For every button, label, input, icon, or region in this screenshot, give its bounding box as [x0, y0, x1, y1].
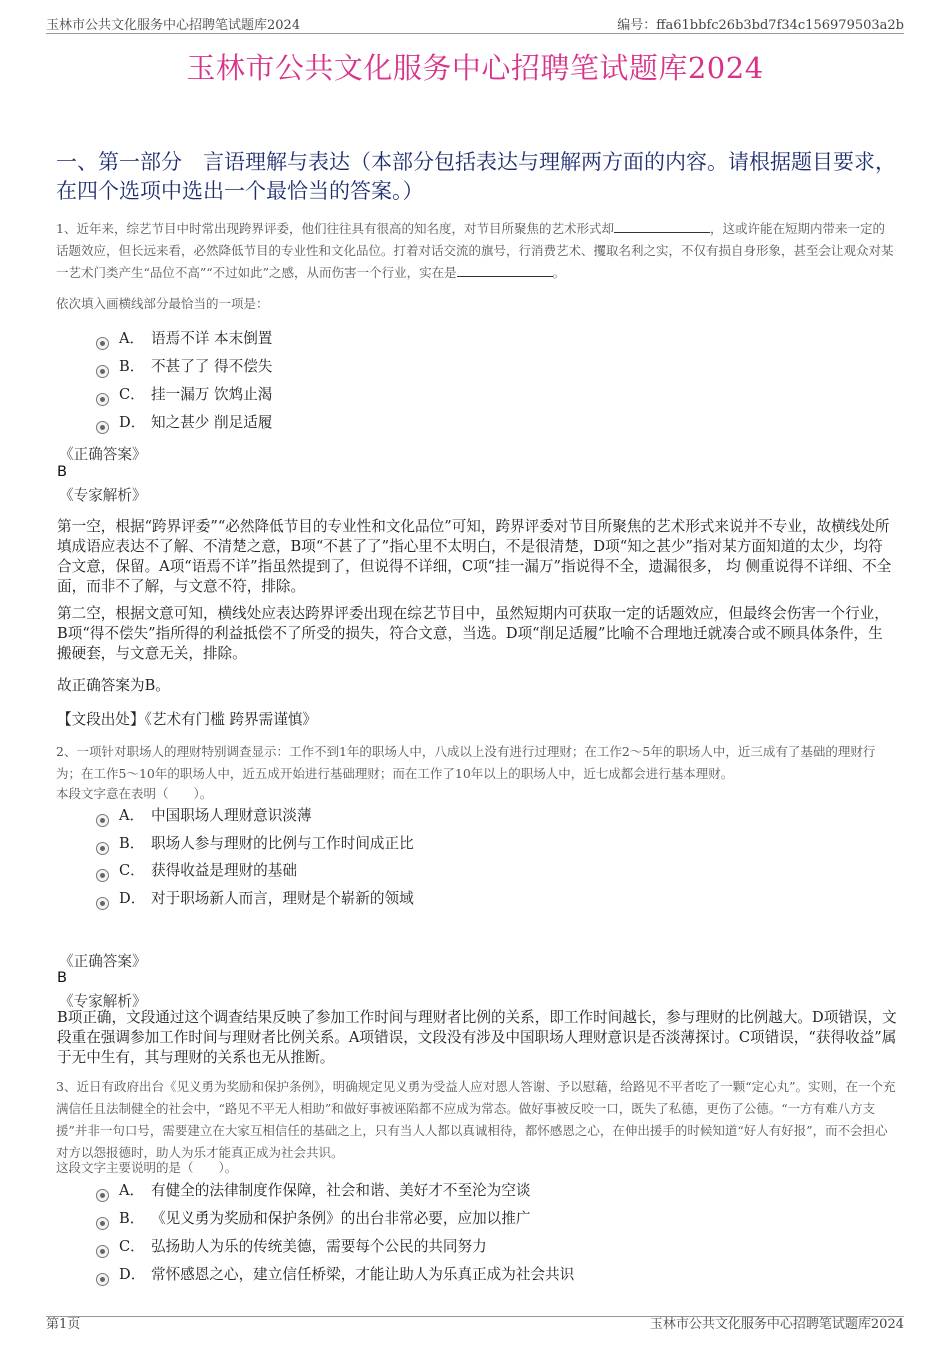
q2-option-d[interactable]: D． 对于职场新人而言，理财是个崭新的领域 — [96, 888, 414, 910]
q1-conclusion: 故正确答案为B。 — [57, 677, 170, 694]
q3-option-c[interactable]: C． 弘扬助人为乐的传统美德，需要每个公民的共同努力 — [96, 1236, 487, 1258]
radio-icon[interactable] — [96, 1245, 109, 1258]
radio-icon[interactable] — [96, 421, 109, 434]
q1-analysis-2: 第二空，根据文意可知，横线处应表达跨界评委出现在综艺节目中，虽然短期内可获取一定的话题效应，但最终会伤害一个行业，B项“得不偿失”指所得的利益抵偿不了所受的损失，符合文意，当选。D项“削足适履”比喻不合理地迁就凑合或不顾具体条件，生搬硬套，与文意无关，排除。 — [57, 605, 889, 662]
radio-icon[interactable] — [96, 365, 109, 378]
question-3-text: 3、近日有政府出台《见义勇为奖励和保护条例》，明确规定见义勇为受益人应对恩人答谢、予以慰藉，给路见不平者吃了一颗“定心丸”。实则，在一个充满信任且法制健全的社会中，“路见不平无人相助”和做好事被诬陷都不应成为常态。做好事被反咬一口，既失了私德，更伤了公德。“一方有难八方支援”并非一句口号，需要建立在大家互相信任的基础之上，只有当人人都以真诚相待，都怀感恩之心，在伸出援手的时候知道“好人有好报”，而不会担心对方以怨报德时，助人为乐才能真正成为社会共识。 — [56, 1079, 896, 1160]
radio-icon[interactable] — [96, 393, 109, 406]
q1-option-c[interactable]: C． 挂一漏万 饮鸩止渴 — [96, 384, 272, 406]
q1-analysis-label: 《专家解析》 — [59, 487, 147, 504]
q1-option-b[interactable]: B． 不甚了了 得不偿失 — [96, 356, 272, 378]
question-1-prompt: 依次填入画横线部分最恰当的一项是： — [56, 296, 269, 311]
radio-icon[interactable] — [96, 1273, 109, 1286]
q1-analysis-1: 第一空，根据“跨界评委”“必然降低节目的专业性和文化品位”可知，跨界评委对节目所聚焦的艺术形式来说并不专业，故横线处所填成语应表达不了解、不清楚之意，B项“不甚了了”指心里不太明白，不是很清楚，D项“知之甚少”指对某方面知道的太少，均符合文意，保留。A项“语焉不详”指虽然提到了，但说得不详细，C项“挂一漏万”指说得不全，遗漏很多， 均 侧重说得不详细、不全面，而非不了解，与文意不符，排除。 — [57, 518, 892, 595]
blank-1 — [614, 220, 710, 233]
q2-analysis: B项正确，文段通过这个调查结果反映了参加工作时间与理财者比例的关系，即工作时间越长，参与理财的比例越大。D项错误，文段重在强调参加工作时间与理财者比例关系。A项错误，文段没有涉及中国职场人理财意识是否淡薄探讨。C项错误，“获得收益”属于无中生有，其与理财的关系也无从推断。 — [57, 1009, 897, 1066]
page-title: 玉林市公共文化服务中心招聘笔试题库2024 — [186, 51, 764, 85]
question-2-text: 2、一项针对职场人的理财特别调查显示：工作不到1年的职场人中，八成以上没有进行过理财；在工作2～5年的职场人中，近三成有了基础的理财行为；在工作5～10年的职场人中，近五成开始进行基础理财；而在工作了10年以上的职场人中，近七成都会进行基本理财。 — [56, 744, 876, 781]
question-3-prompt: 这段文字主要说明的是（ ）。 — [56, 1160, 238, 1175]
q1-source: 【文段出处】《艺术有门槛 跨界需谨慎》 — [57, 711, 318, 728]
section-heading: 一、第一部分 言语理解与表达（本部分包括表达与理解两方面的内容。请根据题目要求，在四个选项中选出一个最恰当的答案。） — [56, 150, 896, 203]
q2-answer-label: 《正确答案》 — [59, 953, 147, 970]
radio-icon[interactable] — [96, 1217, 109, 1230]
q1-option-d[interactable]: D． 知之甚少 削足适履 — [96, 412, 272, 434]
q2-option-b[interactable]: B． 职场人参与理财的比例与工作时间成正比 — [96, 833, 414, 855]
radio-icon[interactable] — [96, 814, 109, 827]
radio-icon[interactable] — [96, 897, 109, 910]
blank-2 — [457, 264, 553, 277]
radio-icon[interactable] — [96, 337, 109, 350]
q1-answer-label: 《正确答案》 — [59, 446, 147, 463]
q1-option-a[interactable]: A． 语焉不详 本末倒置 — [96, 328, 272, 350]
page-number: 第1页 — [46, 1317, 81, 1332]
question-2-prompt: 本段文字意在表明（ ）。 — [56, 786, 213, 801]
q1-answer: B — [57, 463, 68, 480]
header-divider — [46, 33, 904, 34]
q2-option-c[interactable]: C． 获得收益是理财的基础 — [96, 860, 297, 882]
footer-title: 玉林市公共文化服务中心招聘笔试题库2024 — [649, 1317, 904, 1332]
q2-answer: B — [57, 969, 68, 986]
page-header — [46, 12, 904, 32]
header-title: 玉林市公共文化服务中心招聘笔试题库2024 — [46, 18, 301, 33]
q2-analysis-label: 《专家解析》 — [59, 993, 147, 1010]
question-1-text: 1、近年来，综艺节目中时常出现跨界评委，他们往往具有很高的知名度，对节目所聚焦的艺术形式却 ，这或许能在短期内带来一定的话题效应，但长远来看，必然降低节目的专业性和文化品位。打着对话交流的旗号，行消费艺术、攫取名利之实，不仅有损自身形象，甚至会让观众对某一艺术门类产生“品位不高”“不过如此”之感，从而伤害一个行业，实在是 。 — [56, 221, 894, 280]
header-doc-id: 编号：ffa61bbfc26b3bd7f34c156979503a2b — [617, 18, 904, 33]
q3-option-d[interactable]: D． 常怀感恩之心，建立信任桥梁，才能让助人为乐真正成为社会共识 — [96, 1264, 574, 1286]
page-footer — [46, 1313, 904, 1332]
radio-icon[interactable] — [96, 842, 109, 855]
q3-option-a[interactable]: A． 有健全的法律制度作保障，社会和谐、美好才不至沦为空谈 — [96, 1180, 530, 1202]
q3-option-b[interactable]: B． 《见义勇为奖励和保护条例》的出台非常必要，应加以推广 — [96, 1208, 530, 1230]
radio-icon[interactable] — [96, 869, 109, 882]
radio-icon[interactable] — [96, 1189, 109, 1202]
q2-option-a[interactable]: A． 中国职场人理财意识淡薄 — [96, 805, 312, 827]
